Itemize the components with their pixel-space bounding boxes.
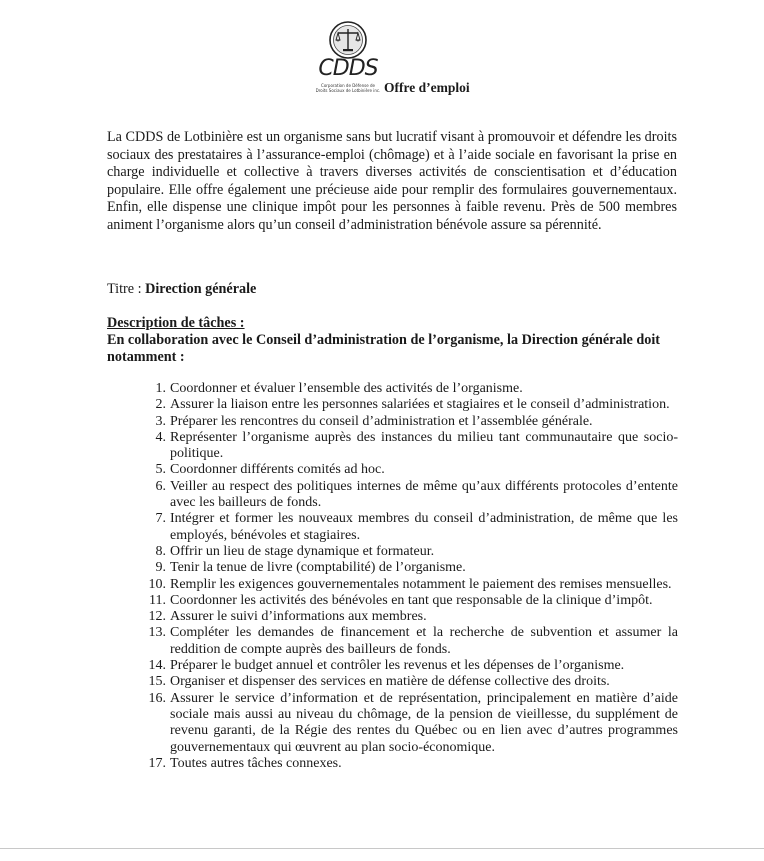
task-item	[146, 756, 678, 772]
task-number: 9.	[155, 560, 166, 576]
task-number: 17.	[148, 755, 166, 771]
job-title	[107, 281, 256, 298]
task-text: Assurer le service d’information et de représentation, principalement en matière d’aide sociale mais aussi au niveau du chômage, de la pension de vieillesse, du supplément de revenu garanti, de la Régie des rentes du Québec ou en lien avec d’autres programmes gouvernementaux qui œuvrent au plan socio-économique.	[170, 690, 678, 755]
task-item	[146, 462, 678, 478]
task-text: Coordonner différents comités ad hoc.	[170, 462, 385, 478]
task-number: 5.	[155, 462, 166, 478]
task-number: 3.	[155, 413, 166, 429]
task-text: Préparer les rencontres du conseil d’administration et l’assemblée générale.	[170, 413, 593, 429]
task-item	[146, 625, 678, 658]
page-edge-divider	[0, 848, 764, 849]
job-title-value: Direction générale	[145, 281, 257, 297]
task-item	[146, 544, 678, 560]
task-number: 10.	[148, 576, 166, 592]
task-text: Assurer la liaison entre les personnes salariées et stagiaires et le conseil d’administration.	[170, 397, 670, 413]
task-number: 4.	[155, 429, 166, 445]
task-text: Remplir les exigences gouvernementales notamment le paiement des remises mensuelles.	[170, 576, 672, 592]
scales-of-justice-icon	[328, 20, 368, 60]
job-title-label: Titre :	[107, 281, 142, 297]
task-item	[146, 609, 678, 625]
logo-text: CDDS	[318, 56, 378, 81]
task-text: Intégrer et former les nouveaux membres du conseil d’administration, de même que les employés, bénévoles et stagiaires.	[170, 511, 678, 543]
task-item	[146, 397, 678, 413]
task-text: Assurer le suivi d’informations aux membres.	[170, 609, 427, 625]
task-text: Tenir la tenue de livre (comptabilité) de l’organisme.	[170, 560, 466, 576]
task-item	[146, 658, 678, 674]
task-number: 13.	[148, 625, 166, 641]
task-number: 15.	[148, 674, 166, 690]
cdds-logo	[308, 20, 388, 100]
task-number: 12.	[148, 609, 166, 625]
intro-paragraph: La CDDS de Lotbinière est un organisme sans but lucratif visant à promouvoir et défendre les droits sociaux des prestataires à l’assurance-emploi (chômage) et à l’aide sociale en favorisant la prise en charge individuelle et collective à travers diverses activités de conscientisation et d’éducation populaire. Elle offre également une précieuse aide pour remplir des formulaires gouvernementaux. Enfin, elle dispense une clinique impôt pour les personnes à faible revenu. Près de 500 membres animent l’organisme alors qu’un conseil d’administration bénévole assure sa pérennité.	[107, 129, 677, 233]
task-item	[146, 414, 678, 430]
logo-subtitle	[308, 83, 388, 93]
task-item	[146, 560, 678, 576]
task-text: Toutes autres tâches connexes.	[170, 755, 342, 771]
task-text: Préparer le budget annuel et contrôler les revenus et les dépenses de l’organisme.	[170, 658, 625, 674]
logo-subtitle-line: Droits Sociaux de Lotbinière inc.	[315, 88, 381, 93]
task-item	[146, 381, 678, 397]
task-item	[146, 511, 678, 544]
logo-subtitle-line: Corporation de Défense de	[321, 83, 375, 88]
task-item	[146, 430, 678, 463]
task-item	[146, 593, 678, 609]
task-number: 11.	[149, 592, 166, 608]
task-number: 7.	[155, 511, 166, 527]
description-heading: Description de tâches :	[107, 315, 245, 331]
description-intro: En collaboration avec le Conseil d’administration de l’organisme, la Direction générale doit notamment :	[107, 332, 661, 365]
task-text: Représenter l’organisme auprès des instances du milieu tant communautaire que socio-politique.	[170, 429, 678, 462]
task-text: Offrir un lieu de stage dynamique et formateur.	[170, 543, 435, 559]
task-text: Organiser et dispenser des services en matière de défense collective des droits.	[170, 674, 610, 690]
task-item	[146, 479, 678, 512]
task-text: Coordonner et évaluer l’ensemble des activités de l’organisme.	[170, 381, 523, 396]
task-number: 16.	[148, 690, 166, 706]
task-list	[146, 381, 678, 772]
task-number: 6.	[155, 478, 166, 494]
task-number: 1.	[155, 381, 166, 396]
task-text: Coordonner les activités des bénévoles en tant que responsable de la clinique d’impôt.	[170, 592, 653, 608]
page-title: Offre d’emploi	[384, 80, 470, 95]
task-item	[146, 577, 678, 593]
task-item	[146, 674, 678, 690]
task-number: 2.	[155, 397, 166, 413]
task-number: 14.	[148, 658, 166, 674]
task-text: Compléter les demandes de financement et la recherche de subvention et assumer la reddition de compte auprès des bailleurs de fonds.	[170, 625, 678, 657]
task-item	[146, 691, 678, 756]
task-text: Veiller au respect des politiques internes de même qu’aux différents protocoles d’entente avec les bailleurs de fonds.	[170, 478, 678, 511]
task-number: 8.	[155, 543, 166, 559]
